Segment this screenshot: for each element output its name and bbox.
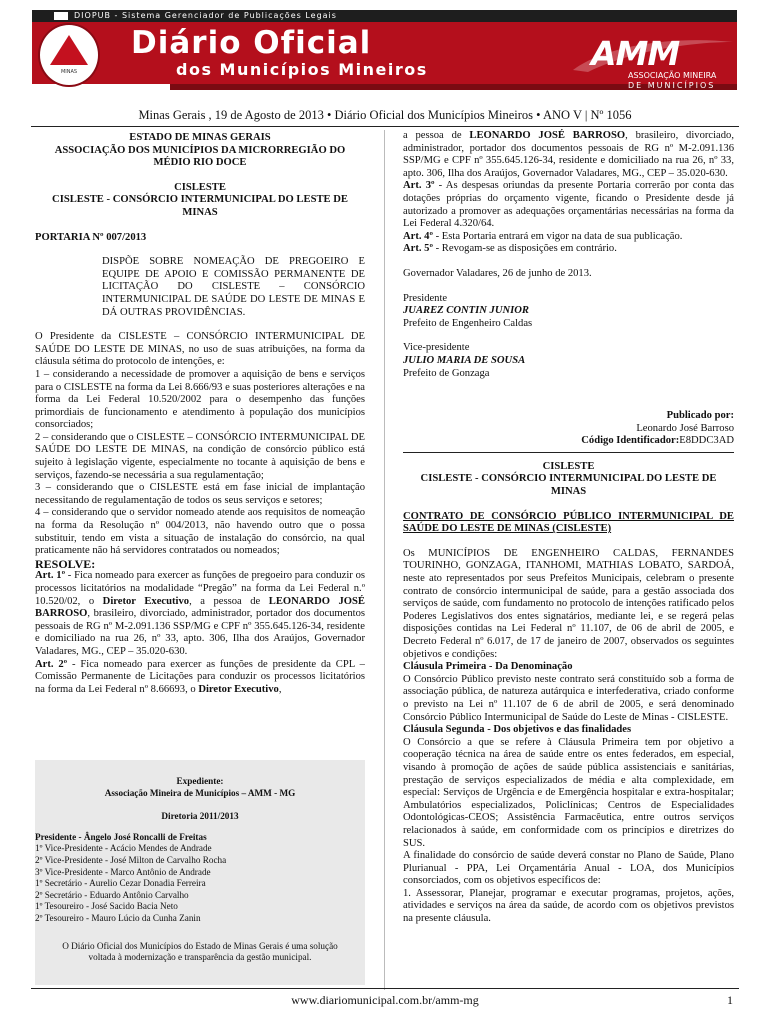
diopub-icon — [54, 12, 68, 20]
column-divider — [384, 130, 385, 990]
expediente-member: 2º Vice-Presidente - José Milton de Carvalho Rocha — [35, 854, 227, 865]
article-4: Art. 4º - Esta Portaria entrará em vigor na data de sua publicação. — [403, 230, 683, 242]
clause-2-item-1: 1. Assessorar, Planejar, programar e executar programas, projetos, ações, atividades e serviços na área da saúde, de acordo com os objetivos previstos na presente cláusula. — [403, 887, 734, 925]
expediente-diretoria: Diretoria 2011/2013 — [161, 811, 239, 822]
masthead-subtitle: dos Municípios Mineiros — [176, 60, 428, 79]
clause-2-text: O Consórcio a que se refere à Cláusula Primeira tem por objetivo a cooperação técnica na área de saúde entre os entes federados, em especial, visando à promoção de ações de saúde pública assistenciais e sanitárias, prestação de serviços especializados de média e alta complexidade, em especial: Serviços de Urgência e de Emergência hospitalar e extra-hospitalar; Ambulatórios especializados, Policlínicas; Centros de Especialidades Odontológicas-CEOS; Assistência Farmacêutica, entre outros serviços relacionados à saúde, em conformidade com os princípios e diretrizes do SUS. — [403, 736, 734, 849]
expediente-note: O Diário Oficial dos Municípios do Estado de Minas Gerais é uma solução voltada à modernização e transparência da gestão municipal. — [62, 940, 338, 963]
paragraph: 4 – considerando que o servidor nomeado atende aos requisitos de nomeação na forma da Resolução nº 004/2013, não havendo outro que o possa substituir, tendo em vista a situação de instalação do consórcio, na qual praticamente não há servidores contratados ou nomeados; — [35, 507, 365, 557]
expediente-box — [35, 760, 365, 985]
vice-president-role: Prefeito de Gonzaga — [403, 367, 490, 379]
section-rule — [403, 448, 734, 453]
paragraph: 1 – considerando a necessidade de promover a aquisição de bens e serviços para o CISLESTE na forma da Lei 8.666/93 e suas posteriores alterações e na forma da Lei Federal 10.520/2002 para o desempenho das funções primordiais de funcionamento e atendimento à população dos municípios consorciados; — [35, 368, 365, 431]
published-by-label: Publicado por: — [666, 410, 734, 422]
expediente-title: Expediente: — [176, 776, 224, 786]
dateline: Minas Gerais , 19 de Agosto de 2013 • Diário Oficial dos Municípios Mineiros • ANO V | Nº 1056 — [138, 108, 632, 122]
vice-president-name: JULIO MARIA DE SOUSA — [403, 354, 526, 366]
expediente-member: 1º Secretário - Aurelio Cezar Donadia Ferreira — [35, 878, 206, 889]
clause-1-title: Cláusula Primeira - Da Denominação — [403, 661, 573, 673]
resolve-heading: RESOLVE: — [35, 556, 96, 571]
article-3: Art. 3º - As despesas oriundas da presente Portaria correrão por conta das dotações próprias do orçamento vigente, ficando o Presidente desde já autorizado a promover as adequações orçamentárias necessárias na forma da Lei Federal 4.320/64. — [403, 180, 734, 230]
president-role: Prefeito de Engenheiro Caldas — [403, 317, 533, 329]
article-2-continuation: a pessoa de LEONARDO JOSÉ BARROSO, brasileiro, divorciado, administrador, portador dos documentos pessoais de RG nº M-2.091.136 SSP/MG e CPF nº 355.645.126-34, residente e domiciliado na rua 26, nº 33, apto. 306, Ilha dos Araújos, Governador Valadares, MG., CEP – 35.020-630. — [403, 130, 735, 179]
entity-short: CISLESTE — [174, 181, 226, 193]
article-2: Art. 2º - Fica nomeado para exercer as funções de presidente da CPL – Comissão Permanente de Licitações para conduzir os processos licitatórios na forma da Lei Federal nº 8.66693, o Diretor Executivo, — [35, 658, 365, 695]
expediente-president: Presidente - Ângelo José Roncalli de Freitas — [35, 831, 207, 842]
amm-logo-sub2: DE MUNICÍPIOS — [628, 81, 716, 90]
clause-2-title: Cláusula Segunda - Dos objetivos e das finalidades — [403, 724, 632, 736]
clause-1-text: O Consórcio Público previsto neste contrato será constituído sob a forma de associação pública, de natureza autárquica e interfederativa, criado conforme o previsto na Lei nº 11.107 de 6 de abril de 2005, e será denominado Consórcio Público Intermunicipal de Saúde do Leste de Minas - CISLESTE. — [403, 673, 734, 723]
expediente-member: 1º Tesoureiro - José Sacido Bacia Neto — [35, 901, 178, 912]
expediente-member: 2º Tesoureiro - Mauro Lúcio da Cunha Zanin — [35, 912, 201, 923]
clause-2-finalidade: A finalidade do consórcio de saúde deverá constar no Plano de Saúde, Plano Plurianual - PPA, Lei Orçamentária Anual - LOA, dos Municípios consorciados, com os objetivos específicos de: — [403, 850, 734, 887]
portaria-number: PORTARIA Nº 007/2013 — [35, 231, 147, 243]
footer-url[interactable]: www.diariomunicipal.com.br/amm-mg — [291, 993, 479, 1007]
paragraph: 2 – considerando que o CISLESTE – CONSÓRCIO INTERMUNICIPAL DE SAÚDE DO LESTE DE MINAS, na condição de consórcio público está sujeito à legislação vigente, especialmente no tocante à aquisição de bens e serviços, fazendo-se necessária a sua regulamentação; — [35, 431, 365, 481]
org-association: ASSOCIAÇÃO DOS MUNICÍPIOS DA MICRORREGIÃO DO MÉDIO RIO DOCE — [54, 144, 346, 169]
expediente-member: 3º Vice-Presidente - Marco Antônio de Andrade — [35, 866, 211, 877]
amm-logo — [568, 34, 736, 94]
president-title: Presidente — [403, 292, 448, 304]
expediente-association: Associação Mineira de Municípios – AMM - MG — [104, 787, 296, 798]
amm-logo-text: AMM — [591, 34, 680, 73]
header-rule — [31, 126, 739, 127]
portaria-ementa: DISPÕE SOBRE NOMEAÇÃO DE PREGOEIRO E EQUIPE DE APOIO E COMISSÃO PERMANENTE DE LICITAÇÃO DO CISLESTE – CONSÓRCIO INTERMUNICIPAL DE SAÚDE DO LESTE DE MINAS E DÁ OUTRAS PROVIDÊNCIAS. — [102, 256, 365, 318]
masthead-system-label: DIOPUB - Sistema Gerenciador de Publicações Legais — [74, 11, 337, 20]
page-number: 1 — [727, 993, 733, 1007]
president-name: JUAREZ CONTIN JUNIOR — [403, 305, 529, 317]
paragraph: 3 – considerando que o CISLESTE está em fase inicial de implantação necessitando de regulamentação de todos os seus serviços e setores; — [35, 482, 365, 506]
right-column — [403, 130, 734, 926]
contract-preamble: Os MUNICÍPIOS DE ENGENHEIRO CALDAS, FERNANDES TOURINHO, GONZAGA, ITANHOMI, MATHIAS LOBATO, SARDOÁ, neste ato representados por seus Prefeitos Municipais, celebram o presente contrato de consórcio intermunicipal de saúde, para a gestão associada dos serviços de saúde, com fundamento no protocolo de intenções ratificado pelos Poderes Legislativos dos entes signatários, mediante lei, e se regerá pelas disposições contidas na Lei Federal nº 11.107, de 06 de abril de 2005, e Decreto Federal nº 6.017, de 17 de janeiro de 2007, observados os seguintes objetivos e condições: — [403, 547, 734, 660]
paragraph: O Presidente da CISLESTE – CONSÓRCIO INTERMUNICIPAL DE SAÚDE DO LESTE DE MINAS, no uso de suas atribuições, na forma da cláusula sétima do protocolo de intenções, e: — [35, 331, 365, 368]
expediente-member: 2º Secretário - Eduardo Antônio Carvalho — [35, 889, 189, 900]
entity-full: CISLESTE - CONSÓRCIO INTERMUNICIPAL DO LESTE DE MINAS — [420, 473, 717, 498]
article-5: Art. 5º - Revogam-se as disposições em contrário. — [403, 243, 617, 255]
identifier-code: Código Identificador:E8DDC3AD — [581, 435, 734, 447]
minas-gerais-emblem-icon: MINAS — [38, 23, 100, 87]
left-column — [35, 132, 365, 696]
entity-full: CISLESTE - CONSÓRCIO INTERMUNICIPAL DO LESTE DE MINAS — [52, 194, 348, 218]
org-state: ESTADO DE MINAS GERAIS — [129, 132, 271, 143]
vice-president-title: Vice-presidente — [403, 342, 470, 354]
entity-short: CISLESTE — [542, 460, 595, 472]
article-1: Art. 1º - Fica nomeado para exercer as funções de pregoeiro para conduzir os processos licitatórios na modalidade “Pregão” na forma da Lei Federal n.º 10.520/02, o Diretor Executivo, a pessoa de LEONARDO JOSÉ BARROSO, brasileiro, divorciado, administrador, portador dos documentos pessoais de RG nº M-2.091.136 SSP/MG e CPF nº 355.645.126-34, residente e domiciliado na rua 26, nº 33, apto. 306, Ilha dos Araújos, Governador Valadares, MG., CEP – 35.020-630. — [35, 570, 365, 657]
masthead-title: Diário Oficial — [131, 25, 372, 61]
place-date: Governador Valadares, 26 de junho de 2013. — [403, 267, 592, 279]
footer-rule — [31, 988, 739, 989]
masthead — [0, 0, 770, 100]
contract-title: CONTRATO DE CONSÓRCIO PÚBLICO INTERMUNICIPAL DE SAÚDE DO LESTE DE MINAS (CISLESTE) — [403, 510, 734, 535]
expediente-member: 1º Vice-Presidente - Acácio Mendes de Andrade — [35, 843, 212, 854]
amm-logo-sub1: ASSOCIAÇÃO MINEIRA — [628, 71, 717, 80]
published-by-name: Leonardo José Barroso — [636, 422, 734, 434]
masthead-top-band — [32, 10, 737, 22]
